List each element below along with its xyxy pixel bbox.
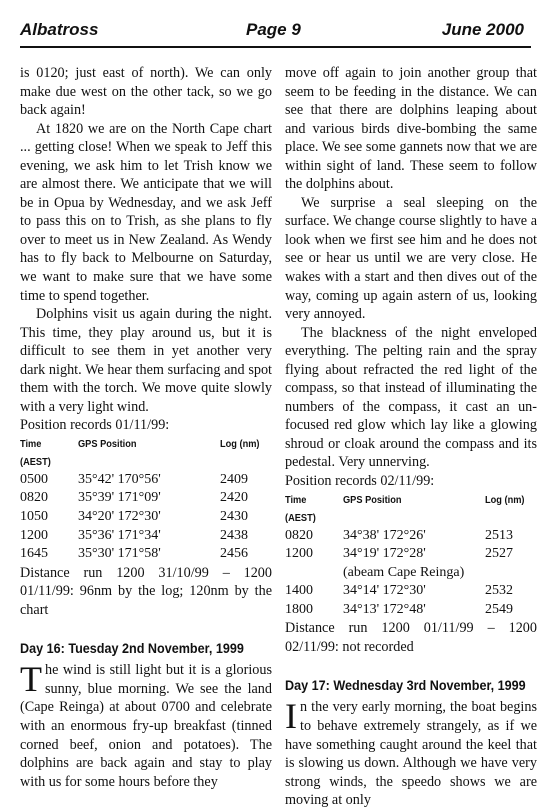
day-heading: Day 17: Wednesday 3rd November, 1999: [285, 677, 526, 694]
page-number: Page 9: [246, 20, 301, 39]
table-row: [285, 564, 537, 583]
time-cell: 0820: [285, 527, 313, 543]
table-row: [20, 508, 272, 527]
position-cell: 35°42' 170°56': [78, 471, 161, 487]
position-records-table: [285, 491, 537, 620]
column-header: Time (AEST): [20, 437, 51, 468]
column-header: GPS Position: [78, 437, 137, 450]
paragraph: move off again to join another group that seem to be feeding in the distance. We can see that there are dolphins leaping about and various birds dive-bombing the same place. We see some gannets now that we are within sight of land. These seem to follow the dolphins about.: [285, 65, 537, 193]
position-cell: 35°39' 171°09': [78, 490, 161, 506]
time-cell: 1200: [20, 527, 48, 543]
log-cell: 2409: [220, 471, 248, 487]
table-row: [285, 601, 537, 620]
position-cell: (abeam Cape Reinga): [343, 564, 465, 580]
table-row: [285, 545, 537, 564]
table-row: [285, 582, 537, 601]
table-header-row: [20, 435, 272, 471]
time-cell: 1050: [20, 509, 48, 525]
right-column: [285, 64, 537, 810]
time-cell: 1200: [285, 546, 313, 562]
log-cell: 2549: [485, 601, 513, 617]
table-header-row: [285, 491, 537, 527]
time-cell: 1800: [285, 601, 313, 617]
position-cell: 34°20' 172°30': [78, 509, 161, 525]
header-rule: [20, 46, 531, 48]
table-row: [20, 545, 272, 564]
newsletter-title: Albatross: [20, 20, 99, 39]
distance-run: Distance run 1200 01/11/99 – 1200 02/11/99: not recorded: [285, 620, 537, 655]
day-paragraph: [20, 661, 272, 791]
paragraph: The blackness of the night enveloped everything. The pelting rain and the spray flying about refracted the red light of the compass, so that instead of illuminating the numbers of the compass, it cast an un-focused red glow which lay like a glowing shroud or cloak around the compass and its pedestal. Very unnerving.: [285, 324, 537, 471]
issue-date: June 2000: [441, 20, 524, 39]
log-cell: 2438: [220, 527, 248, 543]
log-cell: [485, 564, 537, 583]
paragraph: We surprise a seal sleeping on the surface. We change course slightly to have a look when we first see him and he does not see or hear us until we are very close. He wakes with a start and then dives out of the way, coming up again astern of us, looking very annoyed.: [285, 194, 537, 323]
paragraph: At 1820 we are on the North Cape chart ... getting close! When we speak to Jeff this evening, we ask him to let Trish know we are almost there. We anticipate that we will be in Opua by Wednesday, and we ask Jeff to pass this on to Trish, as she plans to fly over to meet us in New Zealand. As Wendy has to fly back to Melbourne on Saturday, we want to make sure that we have some time to spend together.: [20, 120, 272, 304]
position-cell: 35°36' 171°34': [78, 527, 161, 543]
day-heading: Day 16: Tuesday 2nd November, 1999: [20, 640, 244, 657]
position-cell: 34°14' 172°30': [343, 583, 426, 599]
day-text: he wind is still light but it is a glorious sunny, blue morning. We see the land (Cape Reinga) at about 0700 and celebrate with an enormous fry-up breakfast (tinned corned beef, onion and potatoes). The dolphins are back again and stay to play with us for some hours before they: [20, 662, 272, 790]
column-header: Log (nm): [485, 493, 525, 506]
paragraph: is 0120; just east of north). We can only make due west on the other tack, so we go back again!: [20, 65, 272, 119]
log-cell: 2420: [220, 490, 248, 506]
day-paragraph: [285, 698, 537, 809]
paragraph: Dolphins visit us again during the night. This time, they play around us, but it is difficult to see them in yet another very dark night. We hear them surfacing and spot them with the torch. We move quite slowly with a very light wind.: [20, 306, 272, 415]
left-column: [20, 64, 272, 791]
position-cell: 34°13' 172°48': [343, 601, 426, 617]
table-row: [20, 489, 272, 508]
column-header: Log (nm): [220, 437, 260, 450]
table-row: [20, 471, 272, 490]
table-row: [285, 527, 537, 546]
column-header: GPS Position: [343, 493, 402, 506]
log-cell: 2527: [485, 546, 513, 562]
position-cell: 34°19' 172°28': [343, 546, 426, 562]
log-cell: 2532: [485, 583, 513, 599]
time-cell: 0500: [20, 471, 48, 487]
time-cell: [285, 564, 343, 583]
position-cell: 34°38' 172°26': [343, 527, 426, 543]
records-title: Position records 01/11/99:: [20, 417, 170, 434]
drop-cap: I: [285, 696, 297, 737]
log-cell: 2456: [220, 546, 248, 562]
time-cell: 1400: [285, 583, 313, 599]
time-cell: 1645: [20, 546, 48, 562]
position-records-table: [20, 435, 272, 564]
column-header: Time (AEST): [285, 493, 316, 524]
page-header: [0, 0, 551, 50]
table-row: [20, 527, 272, 546]
log-cell: 2513: [485, 527, 513, 543]
position-cell: 35°30' 171°58': [78, 546, 161, 562]
log-cell: 2430: [220, 509, 248, 525]
distance-run: Distance run 1200 31/10/99 – 1200 01/11/99: 96nm by the log; 120nm by the chart: [20, 564, 272, 618]
day-text: n the very early morning, the boat begins to behave extremely strangely, as if we have something caught around the keel that is slowing us down. Although we have very strong winds, the speedo shows we are moving at only: [285, 699, 537, 809]
time-cell: 0820: [20, 490, 48, 506]
drop-cap: T: [20, 659, 42, 700]
records-title: Position records 02/11/99:: [285, 473, 435, 490]
